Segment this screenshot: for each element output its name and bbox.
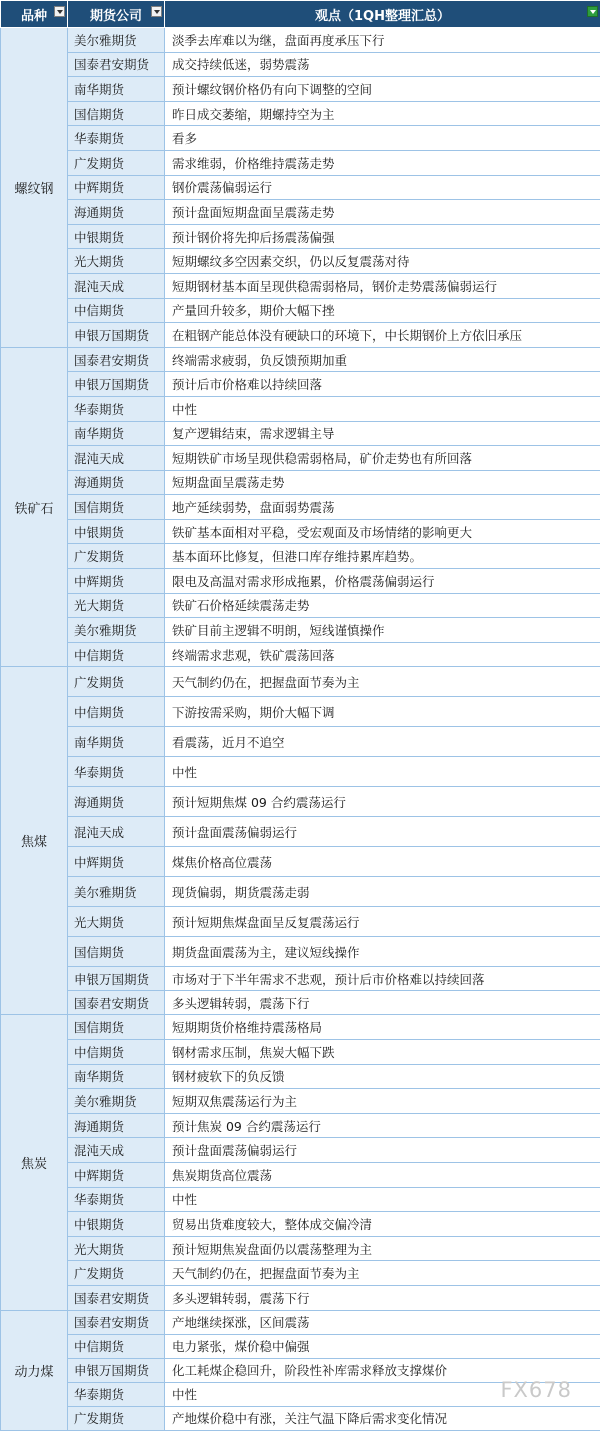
company-cell: 中银期货 bbox=[68, 224, 165, 249]
company-cell: 国信期货 bbox=[68, 1015, 165, 1040]
opinion-cell: 看多 bbox=[165, 126, 600, 151]
company-cell: 中信期货 bbox=[68, 697, 165, 727]
opinion-cell: 多头逻辑转弱，震荡下行 bbox=[165, 1285, 600, 1310]
company-cell: 海通期货 bbox=[68, 787, 165, 817]
table-row bbox=[1, 757, 600, 787]
company-cell: 国信期货 bbox=[68, 101, 165, 126]
company-cell: 中辉期货 bbox=[68, 175, 165, 200]
opinion-cell: 短期盘面呈震荡走势 bbox=[165, 470, 600, 495]
opinion-cell: 预计短期焦炭盘面仍以震荡整理为主 bbox=[165, 1236, 600, 1261]
table-row bbox=[1, 1406, 600, 1430]
table-row bbox=[1, 727, 600, 757]
filter-dropdown-icon[interactable] bbox=[54, 6, 65, 17]
opinion-cell: 预计后市价格难以持续回落 bbox=[165, 372, 600, 397]
company-cell: 国泰君安期货 bbox=[68, 1285, 165, 1310]
opinion-cell: 铁矿基本面相对平稳，受宏观面及市场情绪的影响更大 bbox=[165, 519, 600, 544]
table-row bbox=[1, 396, 600, 421]
opinion-cell: 终端需求疲弱，负反馈预期加重 bbox=[165, 347, 600, 372]
table-row bbox=[1, 249, 600, 274]
company-cell: 光大期货 bbox=[68, 249, 165, 274]
company-cell: 广发期货 bbox=[68, 544, 165, 569]
table-row bbox=[1, 967, 600, 991]
opinion-cell: 多头逻辑转弱，震荡下行 bbox=[165, 991, 600, 1015]
opinion-cell: 化工耗煤企稳回升，阶段性补库需求释放支撑煤价 bbox=[165, 1358, 600, 1382]
company-cell: 华泰期货 bbox=[68, 1187, 165, 1212]
company-cell: 申银万国期货 bbox=[68, 967, 165, 991]
opinion-cell: 需求维弱，价格维持震荡走势 bbox=[165, 150, 600, 175]
table-row bbox=[1, 877, 600, 907]
watermark-text: FX678 bbox=[500, 1378, 572, 1402]
category-cell: 螺纹钢 bbox=[1, 28, 68, 348]
table-row bbox=[1, 519, 600, 544]
opinion-cell: 预计盘面震荡偏弱运行 bbox=[165, 1138, 600, 1163]
opinion-cell: 铁矿石价格延续震荡走势 bbox=[165, 593, 600, 618]
table-row bbox=[1, 667, 600, 697]
header-opinion-label: 观点（1QH整理汇总） bbox=[315, 5, 450, 24]
opinion-cell: 预计螺纹钢价格仍有向下调整的空间 bbox=[165, 77, 600, 102]
opinion-cell: 焦炭期货高位震荡 bbox=[165, 1163, 600, 1188]
company-cell: 中银期货 bbox=[68, 1212, 165, 1237]
table-row bbox=[1, 1113, 600, 1138]
opinion-cell: 昨日成交萎缩，期螺持空为主 bbox=[165, 101, 600, 126]
company-cell: 中信期货 bbox=[68, 298, 165, 323]
opinion-cell: 基本面环比修复，但港口库存维持累库趋势。 bbox=[165, 544, 600, 569]
table-row bbox=[1, 1236, 600, 1261]
category-cell: 焦炭 bbox=[1, 1015, 68, 1310]
company-cell: 华泰期货 bbox=[68, 126, 165, 151]
opinion-cell: 淡季去库难以为继，盘面再度承压下行 bbox=[165, 28, 600, 53]
opinion-cell: 预计短期焦煤盘面呈反复震荡运行 bbox=[165, 907, 600, 937]
company-cell: 申银万国期货 bbox=[68, 323, 165, 348]
opinion-cell: 中性 bbox=[165, 1382, 600, 1406]
opinion-cell: 短期双焦震荡运行为主 bbox=[165, 1089, 600, 1114]
company-cell: 广发期货 bbox=[68, 1406, 165, 1430]
opinion-cell: 限电及高温对需求形成拖累，价格震荡偏弱运行 bbox=[165, 569, 600, 594]
company-cell: 国信期货 bbox=[68, 937, 165, 967]
company-cell: 混沌天成 bbox=[68, 817, 165, 847]
table-row bbox=[1, 175, 600, 200]
table-row bbox=[1, 697, 600, 727]
company-cell: 南华期货 bbox=[68, 77, 165, 102]
table-row bbox=[1, 150, 600, 175]
company-cell: 中辉期货 bbox=[68, 569, 165, 594]
opinion-cell: 地产延续弱势，盘面弱势震荡 bbox=[165, 495, 600, 520]
opinion-cell: 钢材疲软下的负反馈 bbox=[165, 1064, 600, 1089]
table-row bbox=[1, 847, 600, 877]
company-cell: 美尔雅期货 bbox=[68, 28, 165, 53]
table-row bbox=[1, 1310, 600, 1334]
opinion-cell: 终端需求悲观，铁矿震荡回落 bbox=[165, 642, 600, 667]
opinion-cell: 预计短期焦煤 09 合约震荡运行 bbox=[165, 787, 600, 817]
opinion-cell: 短期钢材基本面呈现供稳需弱格局，钢价走势震荡偏弱运行 bbox=[165, 273, 600, 298]
table-row bbox=[1, 52, 600, 77]
table-row bbox=[1, 618, 600, 643]
table-row bbox=[1, 470, 600, 495]
table-row bbox=[1, 569, 600, 594]
company-cell: 广发期货 bbox=[68, 667, 165, 697]
company-cell: 海通期货 bbox=[68, 1113, 165, 1138]
opinion-cell: 市场对于下半年需求不悲观，预计后市价格难以持续回落 bbox=[165, 967, 600, 991]
header-row bbox=[1, 1, 600, 28]
opinion-cell: 预计钢价将先抑后扬震荡偏强 bbox=[165, 224, 600, 249]
table-row bbox=[1, 1089, 600, 1114]
company-cell: 国泰君安期货 bbox=[68, 52, 165, 77]
company-cell: 中信期货 bbox=[68, 1334, 165, 1358]
company-cell: 中信期货 bbox=[68, 642, 165, 667]
opinion-cell: 煤焦价格高位震荡 bbox=[165, 847, 600, 877]
opinion-cell: 成交持续低迷，弱势震荡 bbox=[165, 52, 600, 77]
table-body bbox=[1, 28, 600, 1431]
table-row bbox=[1, 421, 600, 446]
company-cell: 华泰期货 bbox=[68, 396, 165, 421]
company-cell: 中辉期货 bbox=[68, 1163, 165, 1188]
table-row bbox=[1, 1212, 600, 1237]
company-cell: 南华期货 bbox=[68, 727, 165, 757]
company-cell: 华泰期货 bbox=[68, 757, 165, 787]
opinion-cell: 中性 bbox=[165, 757, 600, 787]
table-row bbox=[1, 273, 600, 298]
opinion-cell: 短期铁矿市场呈现供稳需弱格局，矿价走势也有所回落 bbox=[165, 446, 600, 471]
opinion-cell: 贸易出货难度较大，整体成交偏冷清 bbox=[165, 1212, 600, 1237]
table-row bbox=[1, 347, 600, 372]
table-row bbox=[1, 126, 600, 151]
table-row bbox=[1, 991, 600, 1015]
company-cell: 中银期货 bbox=[68, 519, 165, 544]
table-row bbox=[1, 1015, 600, 1040]
table-row bbox=[1, 907, 600, 937]
table-row bbox=[1, 642, 600, 667]
header-category-label: 品种 bbox=[21, 5, 47, 24]
opinion-cell: 电力紧张，煤价稳中偏强 bbox=[165, 1334, 600, 1358]
company-cell: 南华期货 bbox=[68, 421, 165, 446]
company-cell: 美尔雅期货 bbox=[68, 877, 165, 907]
company-cell: 广发期货 bbox=[68, 150, 165, 175]
table-row bbox=[1, 1334, 600, 1358]
table-row bbox=[1, 1261, 600, 1286]
company-cell: 中信期货 bbox=[68, 1040, 165, 1065]
opinion-cell: 短期期货价格维持震荡格局 bbox=[165, 1015, 600, 1040]
table-row bbox=[1, 101, 600, 126]
company-cell: 混沌天成 bbox=[68, 1138, 165, 1163]
opinion-cell: 短期螺纹多空因素交织，仍以反复震荡对待 bbox=[165, 249, 600, 274]
opinion-cell: 产地继续探涨，区间震荡 bbox=[165, 1310, 600, 1334]
company-cell: 光大期货 bbox=[68, 907, 165, 937]
table-row bbox=[1, 1064, 600, 1089]
company-cell: 广发期货 bbox=[68, 1261, 165, 1286]
opinion-cell: 预计焦炭 09 合约震荡运行 bbox=[165, 1113, 600, 1138]
table-row bbox=[1, 544, 600, 569]
header-opinion bbox=[165, 1, 600, 28]
company-cell: 美尔雅期货 bbox=[68, 1089, 165, 1114]
opinion-cell: 预计盘面短期盘面呈震荡走势 bbox=[165, 200, 600, 225]
opinion-cell: 产地煤价稳中有涨，关注气温下降后需求变化情况 bbox=[165, 1406, 600, 1430]
table-row bbox=[1, 1285, 600, 1310]
table-row bbox=[1, 446, 600, 471]
opinion-cell: 中性 bbox=[165, 396, 600, 421]
table-row bbox=[1, 200, 600, 225]
company-cell: 国信期货 bbox=[68, 495, 165, 520]
table-row bbox=[1, 323, 600, 348]
table-row bbox=[1, 593, 600, 618]
table-row bbox=[1, 28, 600, 53]
opinion-cell: 钢材需求压制，焦炭大幅下跌 bbox=[165, 1040, 600, 1065]
header-category bbox=[1, 1, 68, 28]
table-row bbox=[1, 224, 600, 249]
opinion-cell: 产量回升较多，期价大幅下挫 bbox=[165, 298, 600, 323]
header-company bbox=[68, 1, 165, 28]
opinion-cell: 期货盘面震荡为主，建议短线操作 bbox=[165, 937, 600, 967]
opinion-cell: 在粗钢产能总体没有硬缺口的环境下，中长期钢价上方依旧承压 bbox=[165, 323, 600, 348]
category-cell: 铁矿石 bbox=[1, 347, 68, 667]
filter-active-icon[interactable] bbox=[587, 6, 598, 17]
opinion-cell: 看震荡，近月不追空 bbox=[165, 727, 600, 757]
table-row bbox=[1, 787, 600, 817]
company-cell: 中辉期货 bbox=[68, 847, 165, 877]
opinion-cell: 天气制约仍在，把握盘面节奏为主 bbox=[165, 667, 600, 697]
company-cell: 国泰君安期货 bbox=[68, 1310, 165, 1334]
filter-dropdown-icon[interactable] bbox=[151, 6, 162, 17]
company-cell: 光大期货 bbox=[68, 1236, 165, 1261]
company-cell: 海通期货 bbox=[68, 200, 165, 225]
company-cell: 混沌天成 bbox=[68, 273, 165, 298]
opinion-cell: 中性 bbox=[165, 1187, 600, 1212]
category-cell: 动力煤 bbox=[1, 1310, 68, 1430]
opinion-cell: 现货偏弱，期货震荡走弱 bbox=[165, 877, 600, 907]
table-row bbox=[1, 495, 600, 520]
company-cell: 华泰期货 bbox=[68, 1382, 165, 1406]
company-cell: 国泰君安期货 bbox=[68, 347, 165, 372]
company-cell: 海通期货 bbox=[68, 470, 165, 495]
table-row bbox=[1, 1040, 600, 1065]
table-row bbox=[1, 817, 600, 847]
company-cell: 光大期货 bbox=[68, 593, 165, 618]
opinion-cell: 下游按需采购，期价大幅下调 bbox=[165, 697, 600, 727]
table-row bbox=[1, 1163, 600, 1188]
table-row bbox=[1, 77, 600, 102]
company-cell: 南华期货 bbox=[68, 1064, 165, 1089]
header-company-label: 期货公司 bbox=[90, 5, 142, 24]
opinion-cell: 复产逻辑结束，需求逻辑主导 bbox=[165, 421, 600, 446]
category-cell: 焦煤 bbox=[1, 667, 68, 1015]
company-cell: 混沌天成 bbox=[68, 446, 165, 471]
company-cell: 美尔雅期货 bbox=[68, 618, 165, 643]
table-row bbox=[1, 1187, 600, 1212]
table-row bbox=[1, 937, 600, 967]
company-cell: 申银万国期货 bbox=[68, 372, 165, 397]
opinion-cell: 铁矿目前主逻辑不明朗，短线谨慎操作 bbox=[165, 618, 600, 643]
table-row bbox=[1, 298, 600, 323]
opinion-cell: 预计盘面震荡偏弱运行 bbox=[165, 817, 600, 847]
company-cell: 申银万国期货 bbox=[68, 1358, 165, 1382]
table-row bbox=[1, 1138, 600, 1163]
opinion-cell: 钢价震荡偏弱运行 bbox=[165, 175, 600, 200]
table-row bbox=[1, 372, 600, 397]
opinion-cell: 天气制约仍在，把握盘面节奏为主 bbox=[165, 1261, 600, 1286]
company-cell: 国泰君安期货 bbox=[68, 991, 165, 1015]
